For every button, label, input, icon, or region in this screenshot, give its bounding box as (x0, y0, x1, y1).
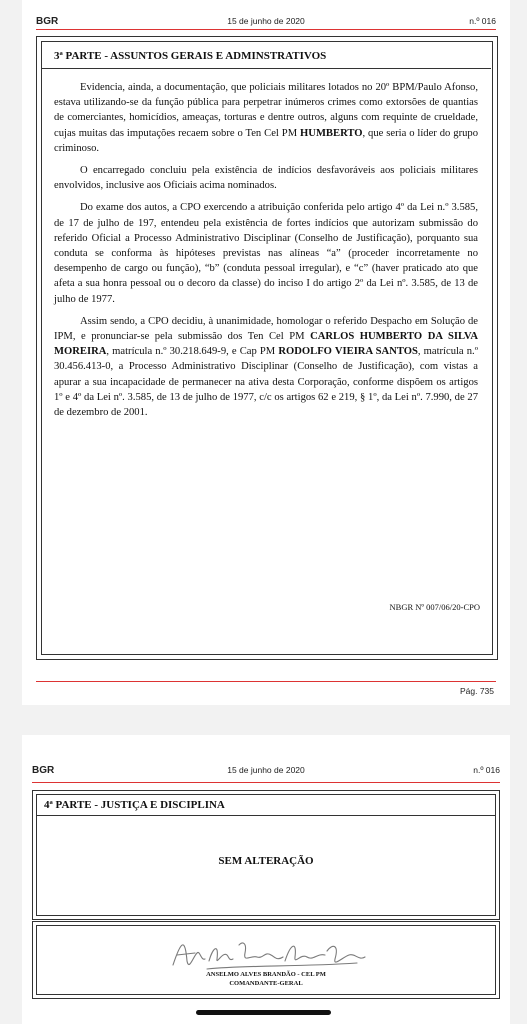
section-separator (41, 68, 491, 69)
signatory-name: ANSELMO ALVES BRANDÃO - CEL PM (206, 971, 326, 978)
section-title: 3ª PARTE - ASSUNTOS GERAIS E ADMINSTRATIVOS (54, 50, 327, 62)
signature-image (167, 931, 377, 975)
header-rule (32, 782, 500, 783)
status-text: SEM ALTERAÇÃO (218, 855, 314, 867)
signatory-title: COMANDANTE-GERAL (229, 980, 303, 987)
header-number: n.º 016 (469, 16, 496, 26)
body-text (54, 80, 478, 427)
header-rule (36, 29, 496, 30)
page-header (32, 765, 500, 779)
header-number: n.º 016 (473, 765, 500, 775)
section-title: 4ª PARTE - JUSTIÇA E DISCIPLINA (44, 799, 225, 811)
paragraph-3: Do exame dos autos, a CPO exercendo a atribuição conferida pelo artigo 4º da Lei n.º 3.585, de 17 de julho de 197, entendeu pela existência de fortes indícios que autorizam submissão do referido Oficial a Processo Administrativo Disciplinar (Conselho de Justificação), porquanto sua conduta se conforma às hipóteses previstas nas alíneas “a” (proceder incorretamente no desempenho de cargo ou função), “b” (conduta pessoal irregular), e “c” (haver praticado ato que afeta a sua honra pessoal ou o decoro da classe) do inciso I do artigo 2º da Lei nº. 3.585, de 13 de julho de 1977. (54, 202, 478, 305)
page-number: Pág. 735 (459, 686, 494, 696)
document-page-1 (22, 0, 510, 705)
document-page-2 (22, 735, 510, 1024)
home-indicator[interactable] (196, 1010, 331, 1015)
section-separator (36, 815, 496, 816)
footer-rule (36, 681, 496, 682)
paragraph-2: O encarregado concluiu pela existência de indícios desfavoráveis aos policiais militares envolvidos, inclusive aos Oficiais acima nominados. (54, 165, 478, 192)
reference-code: NBGR Nº 007/06/20-CPO (389, 602, 480, 612)
header-date: 15 de junho de 2020 (227, 765, 305, 775)
page-header (36, 16, 496, 30)
journal-name: BGR (32, 765, 55, 776)
journal-name: BGR (36, 16, 59, 27)
paragraph-4: Assim sendo, a CPO decidiu, à unanimidade, homologar o referido Despacho em Solução de IPM, e pronunciar-se pela submissão dos Ten Cel PM CARLOS HUMBERTO DA SILVA MOREIRA, matrícula n.º 30.218.649-9, e Cap PM RODOLFO VIEIRA SANTOS, matrícula n.º 30.456.413-0, a Processo Administrativo Disciplinar (Conselho de Justificação), com vistas a apurar a sua incapacidade de permanecer na ativa desta Corporação, conforme dispõem os artigos 1º e 4º da Lei nº. 3.585, de 13 de julho de 1977, c/c os artigos 62 e 219, § 1º, da Lei nº. 7.990, de 27 de dezembro de 2001. (54, 315, 478, 419)
header-date: 15 de junho de 2020 (227, 16, 305, 26)
paragraph-1: Evidencia, ainda, a documentação, que policiais militares lotados no 20º BPM/Paulo Afonso, estava utilizando-se da função pública para perpetrar inúmeros crimes como extorsões de quantias de comerciantes, homicídios, ameaças, torturas e dentre outros, alguns com requinte de crueldade, cujas muitas das imputações recaem sobre o Ten Cel PM HUMBERTO, que seria o líder do grupo criminoso. (54, 82, 478, 154)
